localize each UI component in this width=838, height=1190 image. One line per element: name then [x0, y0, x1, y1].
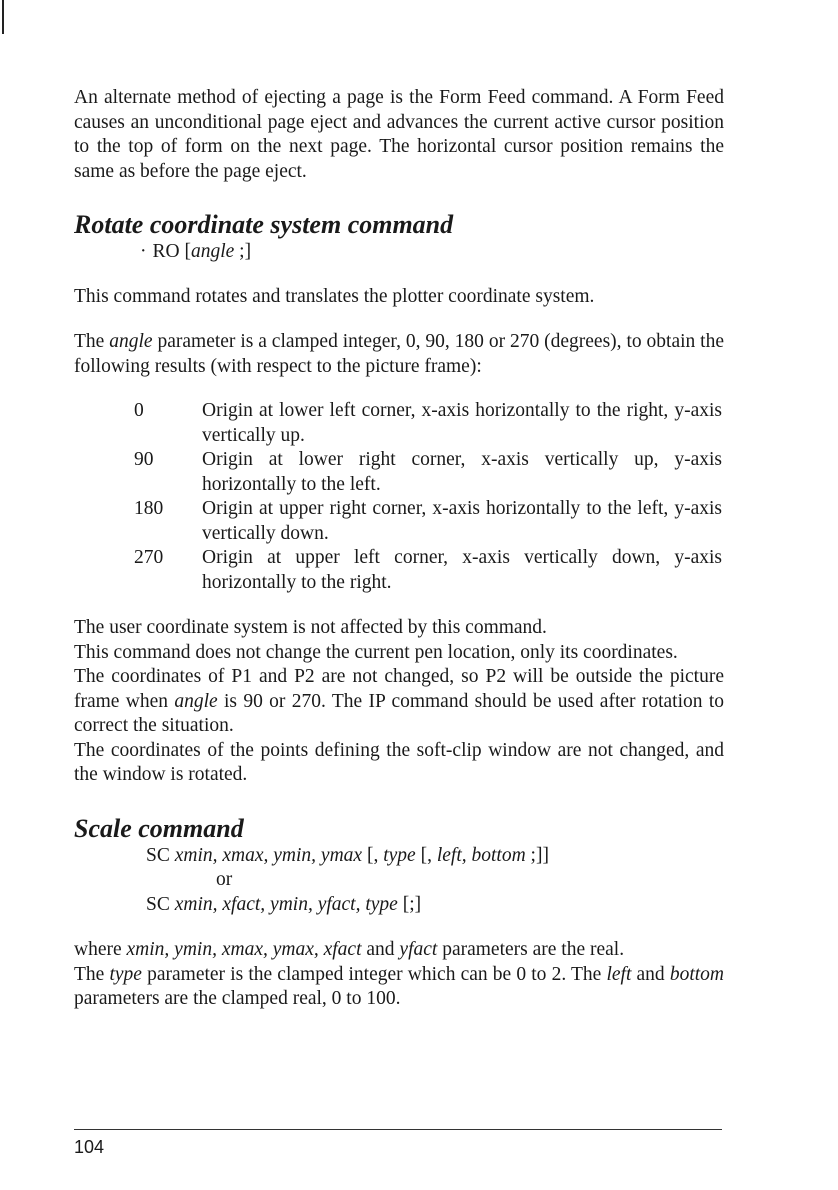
scale-where-post: parameters are the real.: [437, 939, 625, 960]
scale-type-mid: parameter is the clamped integer which can be 0 to 2. The: [141, 963, 607, 985]
scale-syntax-2: [146, 893, 724, 918]
scale-type-left: left: [606, 963, 632, 985]
scale-syntax-2-cmd: SC: [146, 893, 175, 915]
angle-row: [134, 448, 724, 497]
page-content: [74, 86, 724, 1012]
scale-where-pre: where: [74, 939, 127, 960]
rotate-note-3-post: is 90 or 270. The IP command should be used after rotation to correct the situation.: [74, 690, 724, 736]
rotate-syntax: [140, 240, 724, 265]
rotate-note-2: This command does not change the current pen location, only its coordinates.: [74, 641, 678, 663]
rotate-syntax-suffix: ;]: [234, 241, 252, 262]
rotate-syntax-param: angle: [190, 241, 235, 262]
scale-syntax-1-cmd: SC: [146, 844, 175, 866]
scale-type-pre: The: [74, 963, 110, 985]
rotate-heading: Rotate coordinate system command: [74, 210, 454, 239]
rotate-note-3-pre: The coordinates of P1 and P2 are not changed, so P2 will be outside the picture frame when: [74, 666, 724, 712]
scale-syntax-1-end: ;]]: [525, 844, 549, 866]
scale-where: [74, 938, 724, 963]
angle-value: 270: [134, 547, 164, 568]
angle-value: 180: [134, 498, 164, 519]
angle-row: [134, 546, 724, 595]
scale-syntax: [146, 844, 724, 918]
scale-syntax-1: [146, 844, 724, 869]
page-number: 104: [74, 1137, 105, 1157]
scale-syntax-or: or: [216, 869, 233, 890]
angle-description: Origin at lower left corner, x-axis horizontally to the right, y-axis vertically up.: [202, 400, 722, 446]
rotate-description: This command rotates and translates the plotter coordinate system.: [74, 285, 595, 307]
angle-description: Origin at lower right corner, x-axis vertically up, y-axis horizontally to the left.: [202, 449, 722, 495]
rotate-note-3: [74, 665, 724, 739]
scale-type-and: and: [631, 963, 670, 985]
angle-value: 0: [134, 400, 144, 421]
scale-syntax-1-params: xmin, xmax, ymin, ymax: [174, 844, 363, 866]
scale-heading: Scale command: [74, 813, 244, 843]
scale-syntax-1-type: type: [383, 844, 416, 866]
rotate-note-3-param: angle: [174, 690, 218, 712]
scale-where-params: xmin, ymin, xmax, ymax, xfact: [126, 939, 362, 960]
angle-table: [134, 399, 724, 595]
angle-row: [134, 497, 724, 546]
scale-syntax-1-mid1: [,: [362, 844, 384, 866]
scale-type: [74, 963, 724, 1012]
scale-syntax-1-mid2: [,: [415, 844, 437, 866]
bullet-dot-icon: ·: [140, 241, 147, 262]
rotate-note-4: The coordinates of the points defining the soft-clip window are not changed, and the window is rotated.: [74, 739, 724, 785]
angle-intro: [74, 330, 724, 379]
angle-intro-post: parameter is a clamped integer, 0, 90, 180 or 270 (degrees), to obtain the following results (with respect to the picture frame):: [74, 331, 724, 377]
angle-intro-pre: The: [74, 331, 110, 352]
footer-rule: [74, 1129, 722, 1130]
scale-type-bottom: bottom: [669, 963, 724, 985]
angle-description: Origin at upper left corner, x-axis vertically down, y-axis horizontally to the right.: [202, 547, 722, 593]
scale-where-yfact: yfact: [399, 939, 438, 960]
intro-paragraph: An alternate method of ejecting a page is the Form Feed command. A Form Feed causes an unconditional page eject and advances the current active cursor position to the top of form on the next page. The horizontal cursor position remains the same as before the page eject.: [74, 87, 724, 182]
margin-mark: [2, 0, 4, 34]
angle-intro-param: angle: [109, 331, 153, 352]
scale-syntax-2-end: [;]: [397, 893, 422, 915]
scale-type-post: parameters are the clamped real, 0 to 100.: [74, 988, 401, 1009]
rotate-note-1: The user coordinate system is not affected by this command.: [74, 617, 547, 638]
scale-type-param: type: [109, 963, 142, 985]
scale-where-and: and: [361, 939, 400, 960]
angle-value: 90: [134, 449, 154, 470]
angle-description: Origin at upper right corner, x-axis horizontally to the left, y-axis vertically down.: [202, 498, 722, 544]
rotate-syntax-prefix: RO [: [152, 241, 191, 262]
angle-row: [134, 399, 724, 448]
scale-syntax-1-left-bottom: left, bottom: [436, 844, 526, 866]
scale-syntax-2-params: xmin, xfact, ymin, yfact, type: [174, 893, 398, 915]
